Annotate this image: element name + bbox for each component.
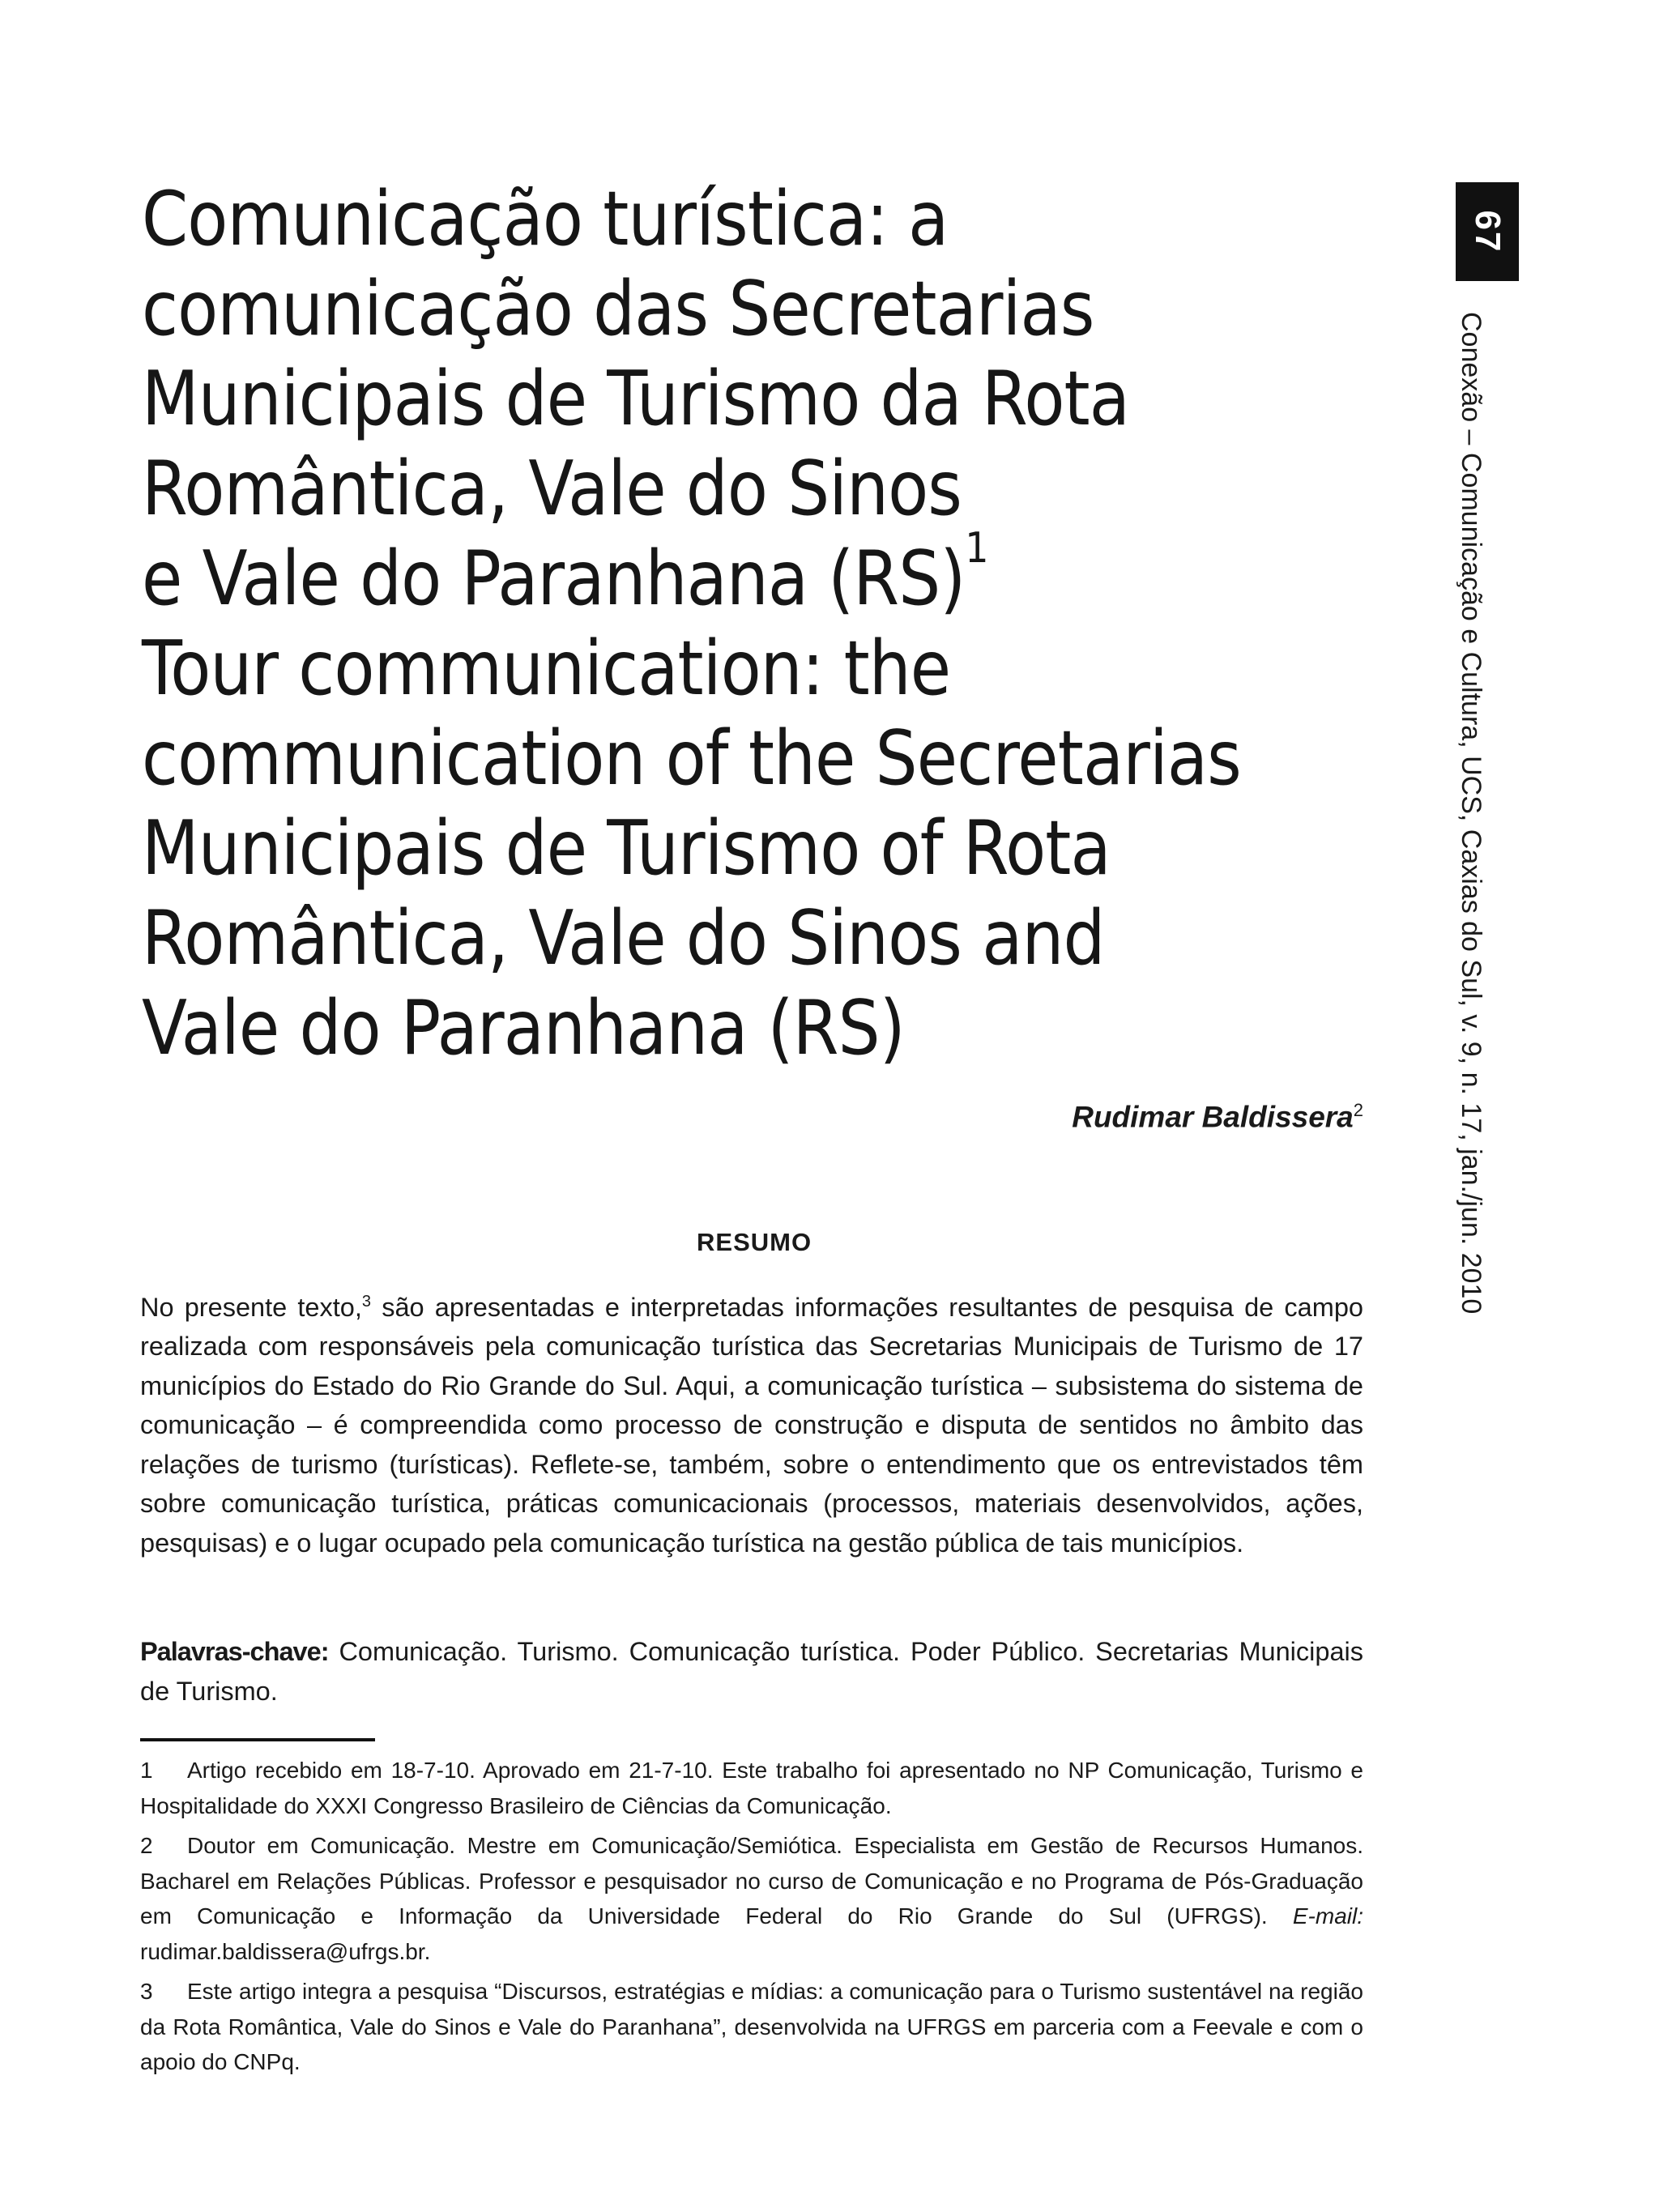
abstract-footnote-marker[interactable]: 3 [361, 1293, 372, 1311]
title-line-english: Vale do Paranhana (RS) [142, 984, 905, 1072]
footnote-text: Artigo recebido em 18-7-10. Aprovado em 21-7-10. Este trabalho foi apresentado no NP Comunicação, Turismo e Hospitalidade do XXXI Congresso Brasileiro de Ciências da Comunicação. [140, 1758, 1363, 1818]
title-line: comunicação das Secretarias [142, 265, 1094, 352]
footnote-divider [140, 1738, 375, 1741]
title-line-english: Municipais de Turismo of Rota [142, 804, 1111, 892]
keywords [140, 1632, 1363, 1711]
title-line: Comunicação turística: a [142, 175, 949, 262]
footnote-number: 2 [140, 1833, 153, 1858]
title-line-text: e Vale do Paranhana (RS) [142, 535, 966, 622]
footnote-text: Doutor em Comunicação. Mestre em Comunicação/Semiótica. Especialista em Gestão de Recursos Humanos. Bacharel em Relações Públicas. Professor e pesquisador no curso de Comunicação e no Programa de Pós-Graduação em Comunicação e Informação da Universidade Federal do Rio Grande do Sul (UFRGS). [140, 1833, 1363, 1929]
footnote-number: 1 [140, 1758, 153, 1783]
footnote [140, 1974, 1363, 2080]
footnote-number: 3 [140, 1979, 153, 2004]
author-byline [1072, 1100, 1363, 1134]
email-label: E-mail: [1292, 1903, 1363, 1929]
footnote [140, 1828, 1363, 1969]
abstract-text [140, 1282, 1363, 1562]
footnote-text: Este artigo integra a pesquisa “Discursos, estratégias e mídias: a comunicação para o Turismo sustentável na região da Rota Romântica, Vale do Sinos e Vale do Paranhana”, desenvolvida na UFRGS em parceria com a Feevale e com o apoio do CNPq. [140, 1979, 1363, 2074]
title-line [142, 524, 1211, 624]
page-number-tab [1456, 182, 1519, 281]
title-line-english: Tour communication: the [142, 624, 951, 712]
title-line: Romântica, Vale do Sinos [142, 445, 962, 532]
author-name: Rudimar Baldissera [1072, 1100, 1354, 1134]
running-head: Conexão – Comunicação e Cultura, UCS, Caxias do Sul, v. 9, n. 17, jan./jun. 2010 [1456, 312, 1486, 1315]
abstract-text-start: No presente texto, [140, 1292, 362, 1322]
keywords-text: Comunicação. Turismo. Comunicação turística. Poder Público. Secretarias Municipais de Turismo. [140, 1637, 1363, 1706]
article-title [142, 174, 1241, 1073]
title-line: Municipais de Turismo da Rota [142, 355, 1129, 442]
footnote [140, 1753, 1363, 1823]
footnotes [140, 1753, 1363, 2085]
title-line-english: Romântica, Vale do Sinos and [142, 894, 1105, 982]
email-address[interactable]: rudimar.baldissera@ufrgs.br. [140, 1938, 431, 1964]
abstract-text-rest: são apresentadas e interpretadas informações resultantes de pesquisa de campo realizada com responsáveis pela comunicação turística das Secretarias Municipais de Turismo de 17 municípios do Estado do Rio Grande do Sul. Aqui, a comunicação turística – subsistema do sistema de comunicação – é compreendida como processo de construção e disputa de sentidos no âmbito das relações de turismo (turísticas). Reflete-se, também, sobre o entendimento que os entrevistados têm sobre comunicação turística, práticas comunicacionais (processos, materiais desenvolvidos, ações, pesquisas) e o lugar ocupado pela comunicação turística na gestão pública de tais municípios. [140, 1292, 1363, 1558]
author-footnote-marker[interactable]: 2 [1353, 1100, 1363, 1120]
keywords-label: Palavras-chave: [140, 1637, 329, 1666]
title-line-english: communication of the Secretarias [142, 714, 1241, 802]
page-number: 67 [1468, 210, 1508, 254]
title-footnote-marker[interactable]: 1 [965, 524, 988, 573]
abstract-heading: RESUMO [697, 1228, 812, 1256]
